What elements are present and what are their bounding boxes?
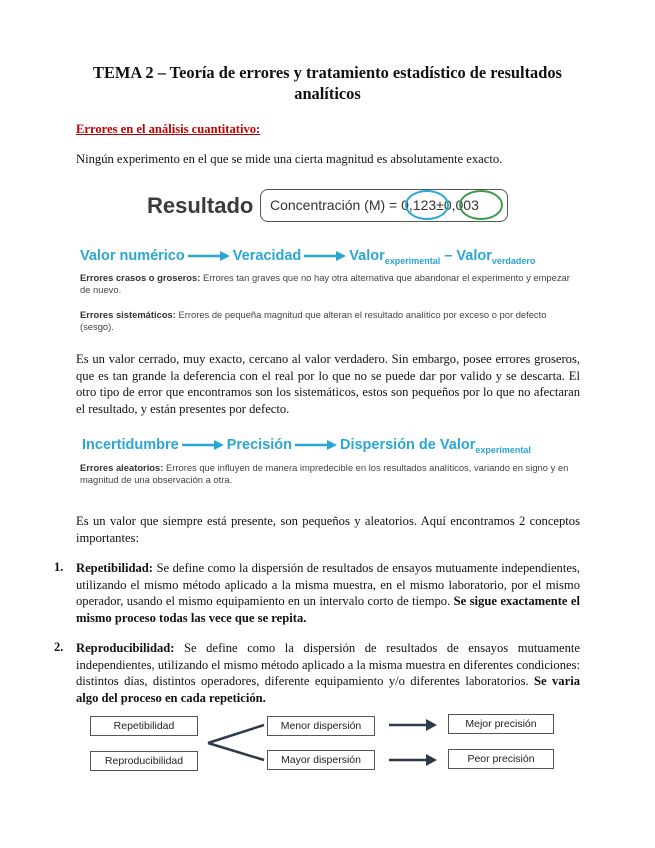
title-line-2: analíticos bbox=[294, 84, 361, 103]
paragraph-valor-presente: Es un valor que siempre está presente, son pequeños y aleatorios. Aquí encontramos 2 conceptos importantes: bbox=[76, 514, 580, 545]
arrow-right-icon bbox=[389, 754, 437, 766]
box-peor-precision: Peor precisión bbox=[448, 749, 554, 769]
flow2-incertidumbre: Incertidumbre bbox=[82, 437, 179, 453]
definition-errores-aleatorios: Errores aleatorios: Errores que influyen de manera impredecible en los resultados analíticos, variando en signo y en magnitud de una observación a otra. bbox=[80, 462, 569, 485]
flow1-valor-numerico: Valor numérico bbox=[80, 248, 185, 264]
concentration-value: 0,123 bbox=[401, 197, 437, 213]
box-repetibilidad: Repetibilidad bbox=[90, 716, 198, 736]
list-number-1: 1. bbox=[54, 560, 64, 574]
concentration-uncertainty: 0,003 bbox=[443, 197, 479, 213]
list-number-2: 2. bbox=[54, 640, 64, 654]
list-item-reproducibilidad: Reproducibilidad: Se define como la dispersión de resultados de ensayos mutuamente independientes, utilizando el mismo método aplicado a la misma muestra en diferentes condiciones: distintos días, distintos operadores, diferente equipamiento y/o diferentes laboratorios. Se varia algo del proceso en cada repetición. bbox=[76, 641, 580, 705]
box-menor-dispersion: Menor dispersión bbox=[267, 716, 375, 736]
paragraph-valor-cerrado: Es un valor cerrado, muy exacto, cercano al valor verdadero. Sin embargo, posee errores groseros, que es tan grande la deferencia con el real por lo que no se puede dar por valido y se descarta. El otro tipo de error que encontramos son los sistemáticos, estos son pequeños por lo que no afectaran el resultado, y están presentes por defecto. bbox=[76, 352, 580, 416]
intro-text: Ningún experimento en el que se mide una cierta magnitud es absolutamente exacto. bbox=[76, 152, 503, 166]
definition-errores-crasos: Errores crasos o groseros: Errores tan graves que no hay otra alternativa que abandonar el experimento y empezar de nuevo. bbox=[80, 272, 570, 295]
flow2-dispersion: Dispersión de Valor$_{experimental}$ bbox=[339, 437, 531, 455]
flow1-valor-verdadero: Valor$_{verdadero}$ bbox=[456, 248, 536, 266]
flow-veracidad: Valor numérico Veracidad Valor$_{experimental}$ – Valor$_{verdadero}$ bbox=[80, 248, 536, 266]
box-mejor-precision: Mejor precisión bbox=[448, 714, 554, 734]
box-reproducibilidad: Reproducibilidad bbox=[90, 751, 198, 771]
flow1-veracidad: Veracidad bbox=[232, 248, 302, 264]
resultado-label: Resultado bbox=[147, 193, 254, 218]
definition-errores-sistematicos: Errores sistemáticos: Errores de pequeña magnitud que alteran el resultado analítico por exceso o por defecto (sesgo). bbox=[80, 309, 547, 332]
arrow-right-icon bbox=[389, 719, 437, 731]
flow1-valor-experimental: Valor$_{experimental}$ bbox=[349, 248, 441, 266]
flow2-precision: Precisión bbox=[226, 437, 292, 453]
section-heading: Errores en el análisis cuantitativo: bbox=[76, 122, 261, 136]
list-item-repetibilidad: Repetibilidad: Se define como la dispersión de resultados de ensayos mutuamente independientes, utilizando el mismo método aplicado a la misma muestra, en el mismo laboratorio, por el mismo operador, usando el mismo equipamiento en un intervalo corto de tiempo. Se sigue exactamente el mismo proceso todas las vece que se repita. bbox=[76, 561, 580, 625]
chevron-arrow-icon bbox=[208, 725, 264, 760]
box-mayor-dispersion: Mayor dispersión bbox=[267, 750, 375, 770]
title-line-1: TEMA 2 – Teoría de errores y tratamiento estadístico de resultados bbox=[93, 63, 562, 82]
concentration-prefix: Concentración (M) = bbox=[270, 197, 402, 213]
plus-minus-sign: ± bbox=[436, 197, 444, 213]
